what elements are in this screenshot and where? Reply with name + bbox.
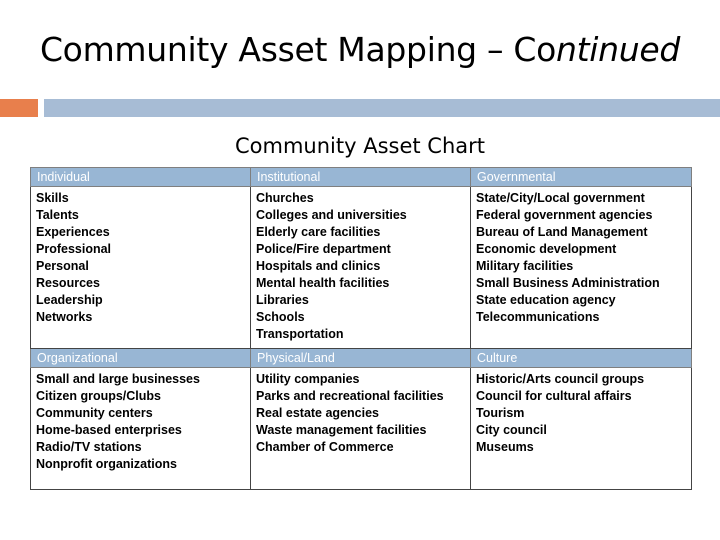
list-item: Chamber of Commerce xyxy=(256,440,394,454)
list-item: Waste management facilities xyxy=(256,423,427,437)
table-header-row xyxy=(31,168,692,187)
list-item: Small and large businesses xyxy=(36,372,200,386)
list-item: State education agency xyxy=(476,293,616,307)
list-item: Colleges and universities xyxy=(256,208,407,222)
list-item: Schools xyxy=(256,310,305,324)
list-item: Military facilities xyxy=(476,259,574,273)
list-item: Resources xyxy=(36,276,100,290)
list-item: Leadership xyxy=(36,293,103,307)
list-item: Elderly care facilities xyxy=(256,225,381,239)
slide-title-main: Community Asset Mapping – Co xyxy=(39,30,557,69)
chart-subtitle: Community Asset Chart xyxy=(234,134,485,158)
list-item: Talents xyxy=(36,208,79,222)
asset-table-body xyxy=(31,168,692,490)
column-header: Organizational xyxy=(31,349,251,368)
list-item: State/City/Local government xyxy=(476,191,645,205)
table-cell xyxy=(251,368,471,490)
list-item: Networks xyxy=(36,310,93,324)
list-item: Telecommunications xyxy=(476,310,600,324)
accent-bar-blue xyxy=(44,99,720,117)
list-item: Historic/Arts council groups xyxy=(476,372,645,386)
accent-bar-orange xyxy=(0,99,38,117)
list-item: Experiences xyxy=(36,225,110,239)
slide-title xyxy=(0,30,720,69)
table-cell xyxy=(471,368,692,490)
list-item: Real estate agencies xyxy=(256,406,379,420)
table-cell xyxy=(251,187,471,349)
list-item: Libraries xyxy=(256,293,309,307)
list-item: Radio/TV stations xyxy=(36,440,142,454)
list-item: Museums xyxy=(476,440,534,454)
list-item: Economic development xyxy=(476,242,617,256)
column-header: Physical/Land xyxy=(251,349,471,368)
list-item: Citizen groups/Clubs xyxy=(36,389,161,403)
table-cell xyxy=(471,187,692,349)
list-item: Tourism xyxy=(476,406,525,420)
list-item: Home-based enterprises xyxy=(36,423,182,437)
slide-title-italic: ntinued xyxy=(556,30,681,69)
list-item: Mental health facilities xyxy=(256,276,390,290)
community-asset-table xyxy=(30,167,692,490)
column-header: Individual xyxy=(31,168,251,187)
list-item: Council for cultural affairs xyxy=(476,389,632,403)
list-item: Bureau of Land Management xyxy=(476,225,648,239)
list-item: Hospitals and clinics xyxy=(256,259,381,273)
list-item: City council xyxy=(476,423,547,437)
list-item: Federal government agencies xyxy=(476,208,653,222)
list-item: Professional xyxy=(36,242,112,256)
table-cell xyxy=(31,187,251,349)
list-item: Skills xyxy=(36,191,69,205)
table-row xyxy=(31,368,692,490)
list-item: Community centers xyxy=(36,406,153,420)
list-item: Personal xyxy=(36,259,89,273)
list-item: Parks and recreational facilities xyxy=(256,389,444,403)
list-item: Transportation xyxy=(256,327,344,341)
list-item: Churches xyxy=(256,191,314,205)
column-header: Culture xyxy=(471,349,692,368)
table-cell xyxy=(31,368,251,490)
column-header: Institutional xyxy=(251,168,471,187)
list-item: Small Business Administration xyxy=(476,276,660,290)
table-header-row xyxy=(31,349,692,368)
column-header: Governmental xyxy=(471,168,692,187)
list-item: Utility companies xyxy=(256,372,360,386)
list-item: Police/Fire department xyxy=(256,242,391,256)
table-row xyxy=(31,187,692,349)
list-item: Nonprofit organizations xyxy=(36,457,177,471)
